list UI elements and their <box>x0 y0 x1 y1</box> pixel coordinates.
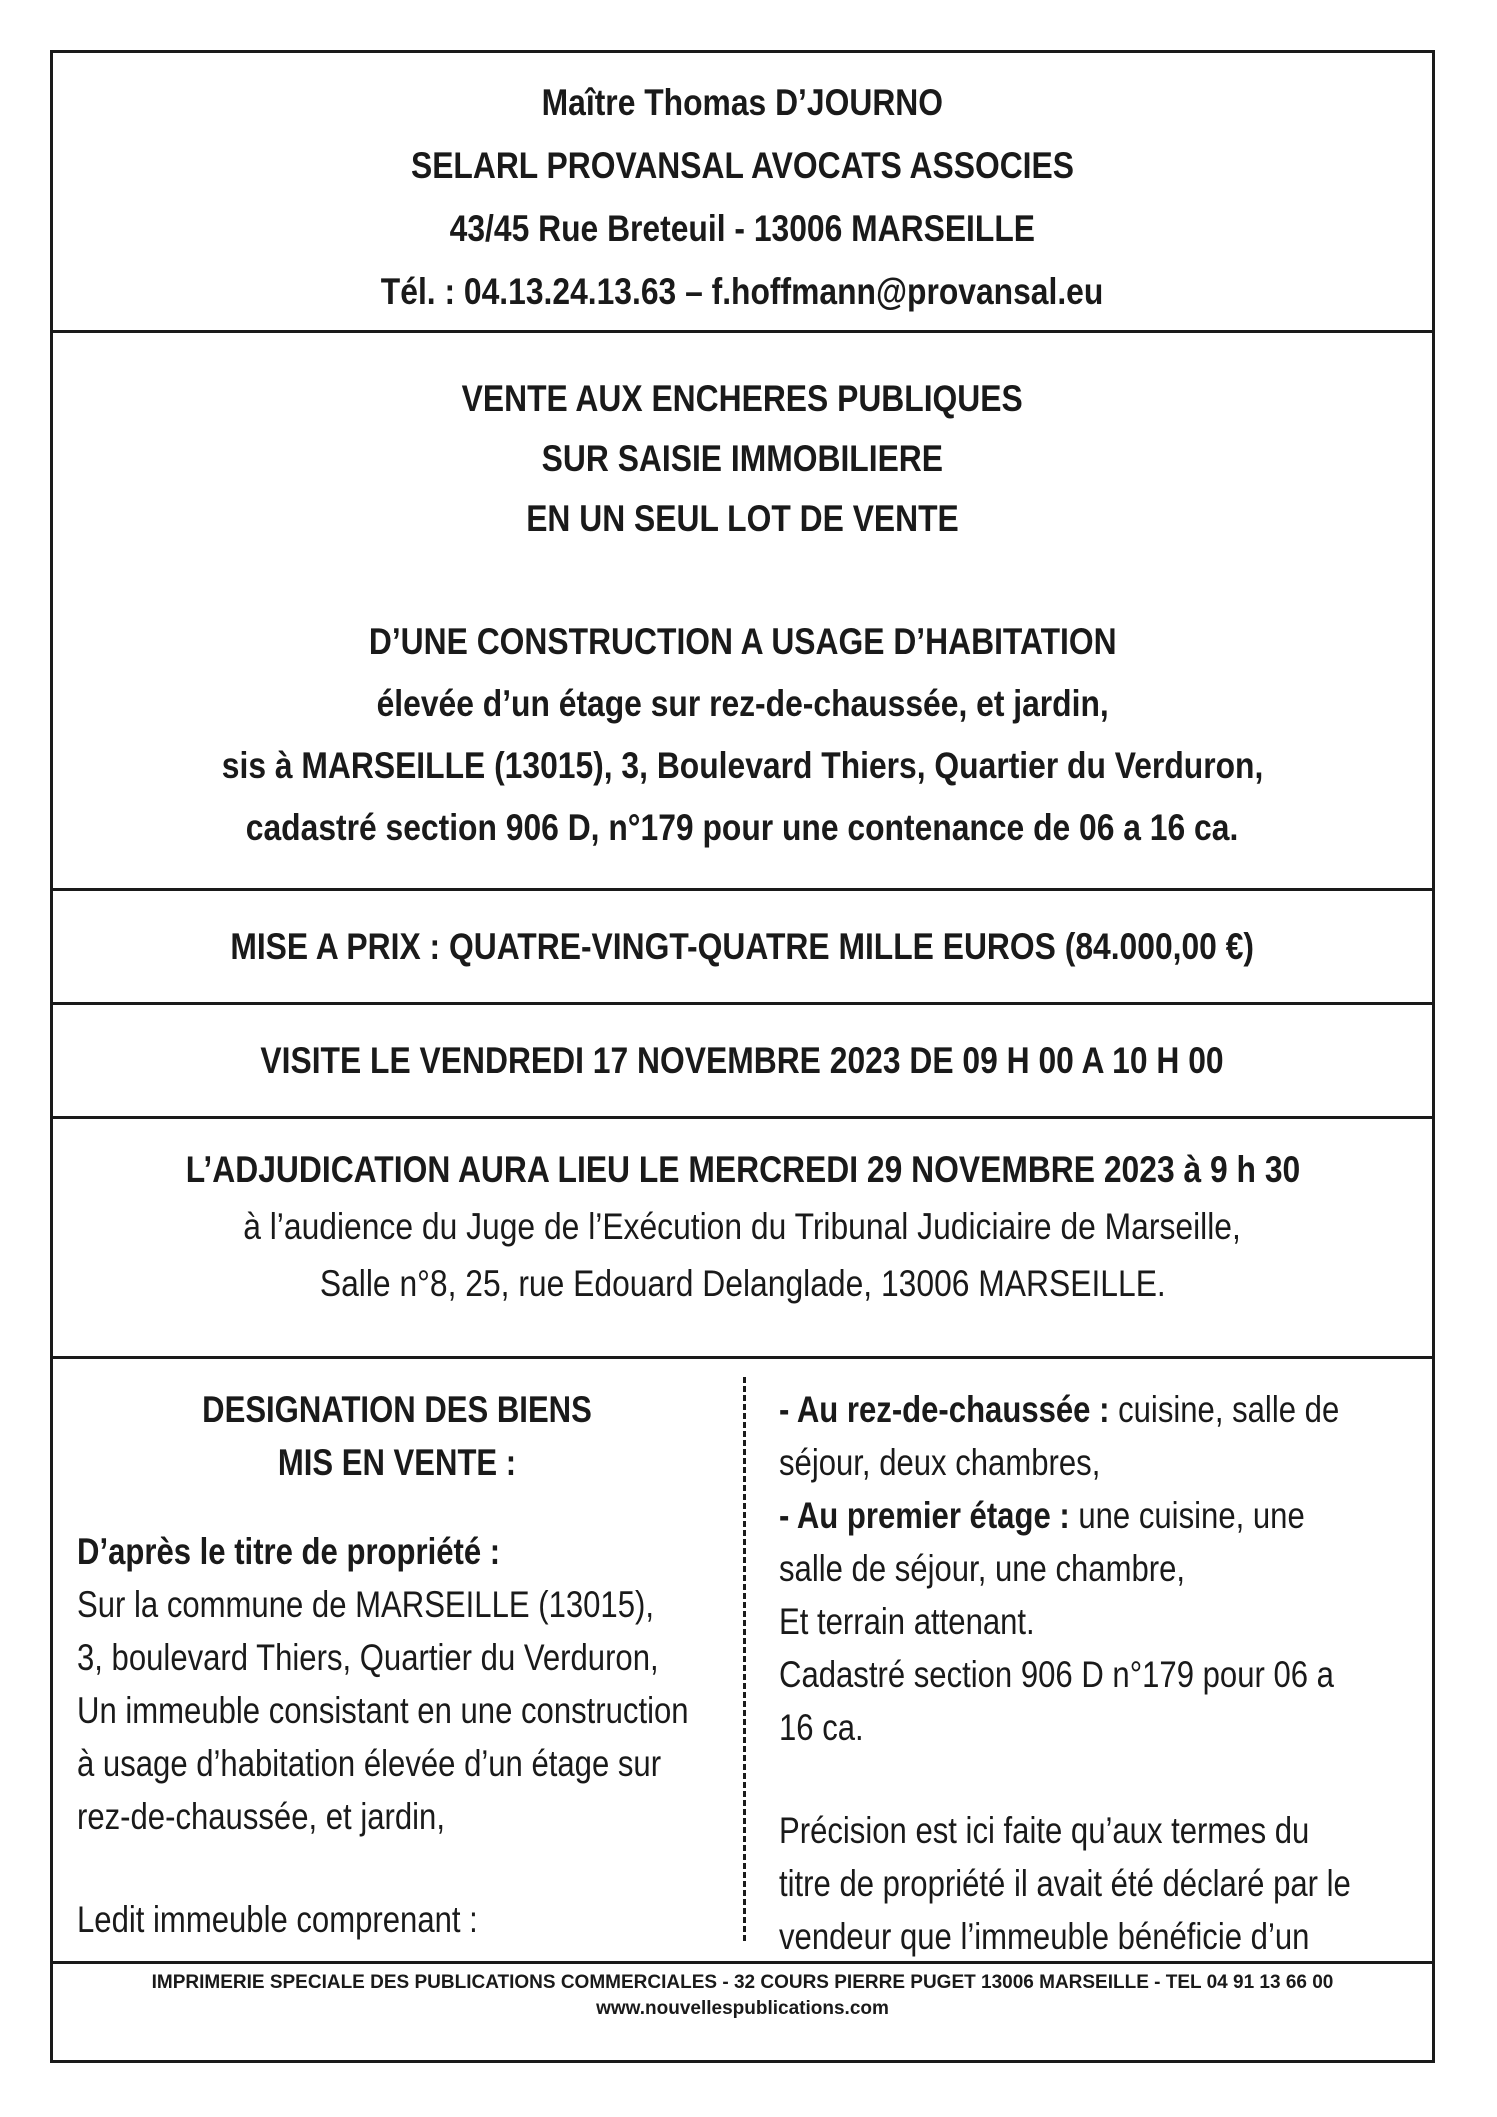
column-divider <box>743 1377 746 1941</box>
right-para-line: vendeur que l’immeuble bénéficie d’un <box>779 1916 1310 1957</box>
left-line: rez-de-chaussée, et jardin, <box>77 1796 445 1837</box>
sale-line-3: EN UN SEUL LOT DE VENTE <box>526 498 959 539</box>
firm-name: SELARL PROVANSAL AVOCATS ASSOCIES <box>410 145 1075 186</box>
sale-line-1: VENTE AUX ENCHERES PUBLIQUES <box>461 378 1024 419</box>
property-desc-2: sis à MARSEILLE (13015), 3, Boulevard Thiers, Quartier du Verduron, <box>221 745 1264 786</box>
designation-section <box>53 1359 1432 1961</box>
ground-floor-line <box>779 1383 1340 1436</box>
left-line: Un immeuble consistant en une construction <box>77 1690 689 1731</box>
ground-floor-text: cuisine, salle de <box>1109 1389 1340 1430</box>
right-line: séjour, deux chambres, <box>779 1442 1101 1483</box>
title-deed-heading: D’après le titre de propriété : <box>77 1531 501 1572</box>
first-floor-text: une cuisine, une <box>1069 1495 1305 1536</box>
visit-date: VISITE LE VENDREDI 17 NOVEMBRE 2023 DE 09 H 00 A 10 H 00 <box>260 1040 1225 1081</box>
firm-address: 43/45 Rue Breteuil - 13006 MARSEILLE <box>449 208 1036 249</box>
designation-right-column <box>779 1383 1419 1963</box>
right-para-line: titre de propriété il avait été déclaré par le <box>779 1863 1351 1904</box>
sale-line-2: SUR SAISIE IMMOBILIERE <box>541 438 944 479</box>
ground-floor-label: - Au rez-de-chaussée : <box>779 1389 1110 1430</box>
property-desc-3: cadastré section 906 D, n°179 pour une contenance de 06 a 16 ca. <box>246 807 1239 848</box>
right-para-line: Précision est ici faite qu’aux termes du <box>779 1810 1310 1851</box>
designation-left-column <box>77 1383 717 1946</box>
right-line: Cadastré section 906 D n°179 pour 06 a <box>779 1654 1334 1695</box>
printer-footer <box>53 1961 1432 2066</box>
firm-contact: Tél. : 04.13.24.13.63 – f.hoffmann@provansal.eu <box>381 271 1104 312</box>
adjudication-block <box>53 1119 1432 1359</box>
lawyer-name: Maître Thomas D’JOURNO <box>541 82 944 123</box>
sale-announcement <box>53 333 1432 891</box>
property-title: D’UNE CONSTRUCTION A USAGE D’HABITATION <box>368 621 1117 662</box>
designation-title-2: MIS EN VENTE : <box>277 1442 517 1483</box>
first-floor-line <box>779 1489 1317 1542</box>
designation-title <box>77 1383 717 1489</box>
left-line: 3, boulevard Thiers, Quartier du Verduron, <box>77 1637 659 1678</box>
adjudication-venue-1: à l’audience du Juge de l’Exécution du Tribunal Judiciaire de Marseille, <box>243 1206 1242 1247</box>
right-line: Et terrain attenant. <box>779 1601 1035 1642</box>
lawyer-header <box>53 53 1432 333</box>
printer-website[interactable]: www.nouvellespublications.com <box>596 1998 889 2019</box>
right-line: salle de séjour, une chambre, <box>779 1548 1186 1589</box>
left-last-line: Ledit immeuble comprenant : <box>77 1899 478 1940</box>
first-floor-label: - Au premier étage : <box>779 1495 1070 1536</box>
reserve-price: MISE A PRIX : QUATRE-VINGT-QUATRE MILLE EUROS (84.000,00 €) <box>230 926 1255 967</box>
adjudication-title: L’ADJUDICATION AURA LIEU LE MERCREDI 29 NOVEMBRE 2023 à 9 h 30 <box>185 1149 1300 1190</box>
property-desc-1: élevée d’un étage sur rez-de-chaussée, et jardin, <box>376 683 1109 724</box>
left-line: Sur la commune de MARSEILLE (13015), <box>77 1584 654 1625</box>
right-line: 16 ca. <box>779 1707 864 1748</box>
visit-block <box>53 1005 1432 1119</box>
adjudication-venue-2: Salle n°8, 25, rue Edouard Delanglade, 13006 MARSEILLE. <box>319 1263 1166 1304</box>
designation-title-1: DESIGNATION DES BIENS <box>202 1389 592 1430</box>
printer-info: IMPRIMERIE SPECIALE DES PUBLICATIONS COMMERCIALES - 32 COURS PIERRE PUGET 13006 MARSEILLE - TEL 04 91 13 66 00 <box>151 1972 1334 1993</box>
left-line: à usage d’habitation élevée d’un étage sur <box>77 1743 662 1784</box>
price-block <box>53 891 1432 1005</box>
notice-frame <box>50 50 1435 2063</box>
